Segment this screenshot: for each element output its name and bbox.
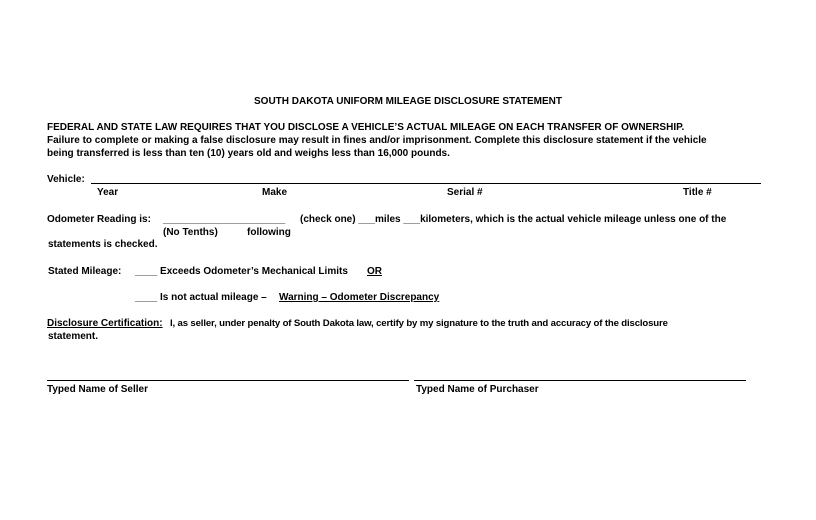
odometer-no-tenths-caption: (No Tenths) (163, 227, 218, 238)
stated-option-not-actual[interactable]: ____ Is not actual mileage – (135, 292, 267, 303)
stated-option-exceeds[interactable]: ____ Exceeds Odometer’s Mechanical Limits (135, 266, 348, 277)
vehicle-label: Vehicle: (47, 174, 85, 185)
odometer-reading-field[interactable]: ______________________ (163, 214, 286, 225)
law-notice-line3: being transferred is less than ten (10) years old and weighs less than 16,000 pounds. (47, 148, 450, 159)
vehicle-year-caption: Year (97, 187, 119, 198)
purchaser-signature-line[interactable] (414, 380, 746, 381)
vehicle-make-caption: Make (262, 187, 288, 198)
seller-name-caption: Typed Name of Seller (47, 384, 148, 395)
law-notice-line2: Failure to complete or making a false disclosure may result in fines and/or imprisonment. Complete this disclosure statement if the vehicle (47, 135, 707, 146)
vehicle-input-line[interactable] (91, 183, 761, 184)
law-notice-line1: FEDERAL AND STATE LAW REQUIRES THAT YOU DISCLOSE A VEHICLE’S ACTUAL MILEAGE ON EACH TRANSFER OF OWNERSHIP. (47, 122, 685, 133)
certification-text-line2: statement. (48, 331, 99, 342)
odometer-line2: statements is checked. (48, 239, 158, 250)
purchaser-name-caption: Typed Name of Purchaser (416, 384, 539, 395)
odometer-label: Odometer Reading is: (47, 214, 151, 225)
stated-mileage-label: Stated Mileage: (48, 266, 122, 277)
certification-text: I, as seller, under penalty of South Dakota law, certify by my signature to the truth and accuracy of the disclosure (170, 318, 668, 329)
stated-or-text: OR (367, 266, 382, 277)
odometer-check-text: (check one) ___miles ___kilometers, which is the actual vehicle mileage unless one of the (300, 214, 727, 225)
vehicle-serial-caption: Serial # (447, 187, 483, 198)
vehicle-title-caption: Title # (683, 187, 712, 198)
odometer-discrepancy-warning: Warning – Odometer Discrepancy (279, 292, 440, 303)
page-title: SOUTH DAKOTA UNIFORM MILEAGE DISCLOSURE STATEMENT (254, 96, 562, 107)
odometer-following-text: following (247, 227, 291, 238)
seller-signature-line[interactable] (47, 380, 409, 381)
disclosure-certification-label: Disclosure Certification: (47, 318, 163, 329)
